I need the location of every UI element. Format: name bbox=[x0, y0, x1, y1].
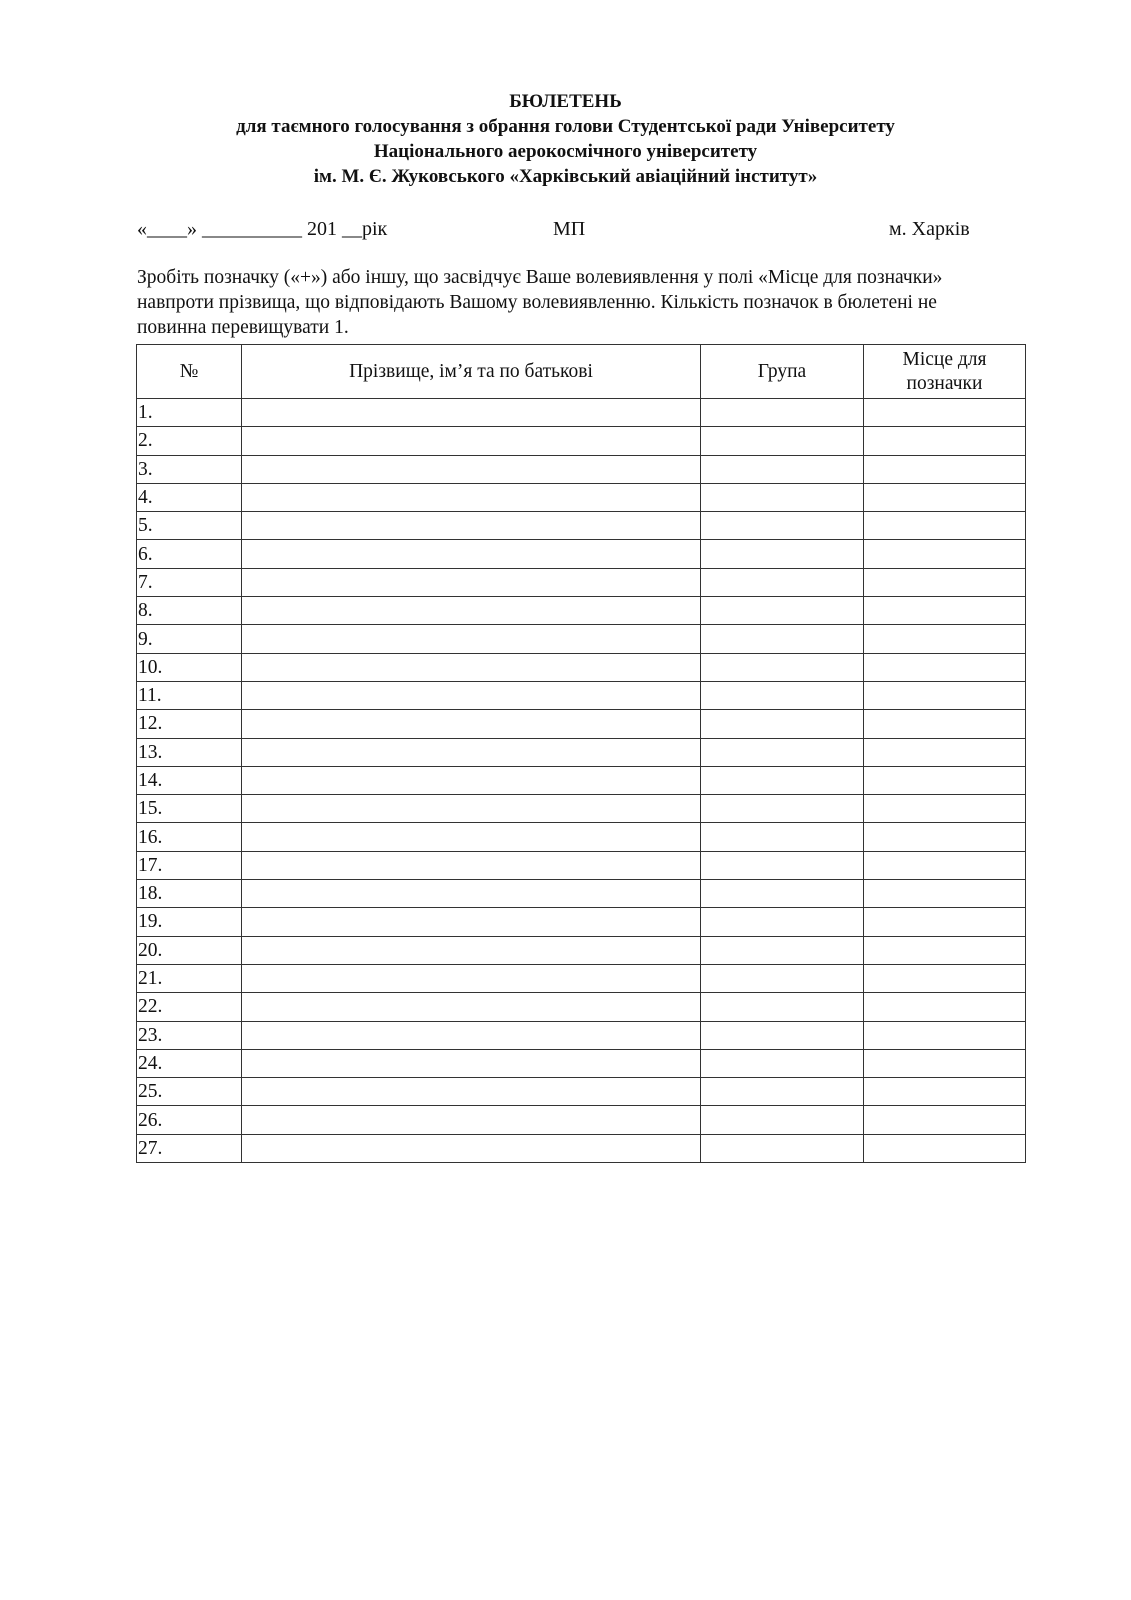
table-row bbox=[137, 1078, 1026, 1106]
table-row bbox=[137, 880, 1026, 908]
header-mark bbox=[864, 345, 1026, 399]
vote-mark-cell[interactable] bbox=[864, 681, 1026, 709]
candidate-group-cell bbox=[701, 851, 864, 879]
vote-mark-cell[interactable] bbox=[864, 936, 1026, 964]
city-label: м. Харків bbox=[889, 218, 970, 240]
candidate-group-cell bbox=[701, 427, 864, 455]
row-number: 4. bbox=[137, 483, 242, 511]
candidate-name-cell bbox=[242, 936, 701, 964]
instructions-line: навпроти прізвища, що відповідають Вашому волевиявленню. Кількість позначок в бюлетені не bbox=[137, 292, 937, 313]
candidate-group-cell bbox=[701, 766, 864, 794]
candidate-name-cell bbox=[242, 823, 701, 851]
row-number: 11. bbox=[137, 681, 242, 709]
table-row bbox=[137, 1134, 1026, 1162]
candidate-group-cell bbox=[701, 823, 864, 851]
row-number: 25. bbox=[137, 1078, 242, 1106]
candidate-name-cell bbox=[242, 710, 701, 738]
vote-mark-cell[interactable] bbox=[864, 540, 1026, 568]
candidate-group-cell bbox=[701, 625, 864, 653]
vote-mark-cell[interactable] bbox=[864, 455, 1026, 483]
table-row bbox=[137, 625, 1026, 653]
candidate-group-cell bbox=[701, 795, 864, 823]
meta-row bbox=[0, 218, 1131, 244]
candidate-name-cell bbox=[242, 795, 701, 823]
candidate-group-cell bbox=[701, 653, 864, 681]
table-row bbox=[137, 823, 1026, 851]
vote-mark-cell[interactable] bbox=[864, 710, 1026, 738]
candidate-group-cell bbox=[701, 568, 864, 596]
candidate-name-cell bbox=[242, 1078, 701, 1106]
candidate-group-cell bbox=[701, 1078, 864, 1106]
candidate-group-cell bbox=[701, 512, 864, 540]
table-row bbox=[137, 908, 1026, 936]
title-subtitle-line-2: Національного аерокосмічного університету bbox=[373, 141, 758, 162]
candidate-name-cell bbox=[242, 681, 701, 709]
table-row bbox=[137, 738, 1026, 766]
title-subtitle-line-3: ім. М. Є. Жуковського «Харківський авіаційний інститут» bbox=[313, 166, 818, 187]
row-number: 9. bbox=[137, 625, 242, 653]
table-row bbox=[137, 851, 1026, 879]
candidate-name-cell bbox=[242, 483, 701, 511]
vote-mark-cell[interactable] bbox=[864, 993, 1026, 1021]
vote-mark-cell[interactable] bbox=[864, 880, 1026, 908]
table-row bbox=[137, 568, 1026, 596]
candidate-name-cell bbox=[242, 908, 701, 936]
candidate-name-cell bbox=[242, 1049, 701, 1077]
vote-mark-cell[interactable] bbox=[864, 738, 1026, 766]
table-row bbox=[137, 1049, 1026, 1077]
candidate-name-cell bbox=[242, 1106, 701, 1134]
table-row bbox=[137, 936, 1026, 964]
table-row bbox=[137, 512, 1026, 540]
candidate-group-cell bbox=[701, 597, 864, 625]
candidate-group-cell bbox=[701, 710, 864, 738]
candidate-group-cell bbox=[701, 964, 864, 992]
vote-mark-cell[interactable] bbox=[864, 1049, 1026, 1077]
row-number: 2. bbox=[137, 427, 242, 455]
table-row bbox=[137, 1106, 1026, 1134]
vote-mark-cell[interactable] bbox=[864, 427, 1026, 455]
stamp-place: МП bbox=[553, 218, 586, 240]
row-number: 12. bbox=[137, 710, 242, 738]
candidate-name-cell bbox=[242, 540, 701, 568]
row-number: 22. bbox=[137, 993, 242, 1021]
vote-mark-cell[interactable] bbox=[864, 766, 1026, 794]
candidate-group-cell bbox=[701, 880, 864, 908]
table-row bbox=[137, 766, 1026, 794]
row-number: 16. bbox=[137, 823, 242, 851]
header-mark-line-2: позначки bbox=[906, 372, 983, 394]
candidate-name-cell bbox=[242, 653, 701, 681]
row-number: 20. bbox=[137, 936, 242, 964]
vote-mark-cell[interactable] bbox=[864, 1078, 1026, 1106]
row-number: 3. bbox=[137, 455, 242, 483]
table-row bbox=[137, 483, 1026, 511]
vote-mark-cell[interactable] bbox=[864, 568, 1026, 596]
table-row bbox=[137, 455, 1026, 483]
row-number: 10. bbox=[137, 653, 242, 681]
candidate-group-cell bbox=[701, 483, 864, 511]
row-number: 23. bbox=[137, 1021, 242, 1049]
row-number: 24. bbox=[137, 1049, 242, 1077]
table-row bbox=[137, 681, 1026, 709]
row-number: 19. bbox=[137, 908, 242, 936]
candidate-name-cell bbox=[242, 766, 701, 794]
table-row bbox=[137, 399, 1026, 427]
row-number: 26. bbox=[137, 1106, 242, 1134]
candidate-group-cell bbox=[701, 908, 864, 936]
instructions-line: повинна перевищувати 1. bbox=[137, 317, 349, 338]
row-number: 1. bbox=[137, 399, 242, 427]
row-number: 14. bbox=[137, 766, 242, 794]
date-field: «____» __________ 201 __рік bbox=[137, 218, 388, 240]
candidate-group-cell bbox=[701, 1021, 864, 1049]
candidate-name-cell bbox=[242, 880, 701, 908]
row-number: 27. bbox=[137, 1134, 242, 1162]
table-header-row bbox=[137, 345, 1026, 399]
table-row bbox=[137, 710, 1026, 738]
table-row bbox=[137, 964, 1026, 992]
candidate-name-cell bbox=[242, 455, 701, 483]
table-row bbox=[137, 427, 1026, 455]
candidate-group-cell bbox=[701, 936, 864, 964]
vote-mark-cell[interactable] bbox=[864, 1134, 1026, 1162]
vote-mark-cell[interactable] bbox=[864, 625, 1026, 653]
candidate-group-cell bbox=[701, 1134, 864, 1162]
candidate-group-cell bbox=[701, 1106, 864, 1134]
vote-mark-cell[interactable] bbox=[864, 964, 1026, 992]
row-number: 18. bbox=[137, 880, 242, 908]
candidate-name-cell bbox=[242, 993, 701, 1021]
candidate-group-cell bbox=[701, 1049, 864, 1077]
vote-mark-cell[interactable] bbox=[864, 851, 1026, 879]
vote-mark-cell[interactable] bbox=[864, 823, 1026, 851]
table-row bbox=[137, 653, 1026, 681]
row-number: 21. bbox=[137, 964, 242, 992]
table-row bbox=[137, 1021, 1026, 1049]
candidate-name-cell bbox=[242, 427, 701, 455]
row-number: 7. bbox=[137, 568, 242, 596]
candidate-group-cell bbox=[701, 738, 864, 766]
vote-mark-cell[interactable] bbox=[864, 795, 1026, 823]
row-number: 13. bbox=[137, 738, 242, 766]
vote-mark-cell[interactable] bbox=[864, 512, 1026, 540]
ballot-title bbox=[0, 89, 1131, 189]
vote-mark-cell[interactable] bbox=[864, 1106, 1026, 1134]
table-row bbox=[137, 597, 1026, 625]
candidate-group-cell bbox=[701, 540, 864, 568]
title-subtitle-line-1: для таємного голосування з обрання голови Студентської ради Університету bbox=[236, 116, 895, 137]
candidate-name-cell bbox=[242, 1021, 701, 1049]
candidate-name-cell bbox=[242, 568, 701, 596]
vote-mark-cell[interactable] bbox=[864, 597, 1026, 625]
candidate-name-cell bbox=[242, 597, 701, 625]
row-number: 5. bbox=[137, 512, 242, 540]
title-heading: БЮЛЕТЕНЬ bbox=[509, 91, 622, 112]
voting-instructions bbox=[137, 265, 1087, 340]
table-body bbox=[137, 399, 1026, 1163]
header-number: № bbox=[137, 345, 242, 399]
candidates-table bbox=[136, 344, 1026, 1163]
candidate-name-cell bbox=[242, 625, 701, 653]
vote-mark-cell[interactable] bbox=[864, 483, 1026, 511]
vote-mark-cell[interactable] bbox=[864, 1021, 1026, 1049]
candidate-group-cell bbox=[701, 399, 864, 427]
candidate-name-cell bbox=[242, 1134, 701, 1162]
candidate-name-cell bbox=[242, 851, 701, 879]
candidate-group-cell bbox=[701, 993, 864, 1021]
vote-mark-cell[interactable] bbox=[864, 653, 1026, 681]
table-row bbox=[137, 993, 1026, 1021]
row-number: 6. bbox=[137, 540, 242, 568]
instructions-line: Зробіть позначку («+») або іншу, що засвідчує Ваше волевиявлення у полі «Місце для позначки» bbox=[137, 267, 943, 288]
header-mark-line-1: Місце для bbox=[902, 348, 987, 370]
row-number: 17. bbox=[137, 851, 242, 879]
vote-mark-cell[interactable] bbox=[864, 908, 1026, 936]
candidate-name-cell bbox=[242, 964, 701, 992]
vote-mark-cell[interactable] bbox=[864, 399, 1026, 427]
row-number: 8. bbox=[137, 597, 242, 625]
candidate-name-cell bbox=[242, 738, 701, 766]
candidate-name-cell bbox=[242, 399, 701, 427]
table-row bbox=[137, 540, 1026, 568]
row-number: 15. bbox=[137, 795, 242, 823]
candidate-group-cell bbox=[701, 681, 864, 709]
candidate-name-cell bbox=[242, 512, 701, 540]
table-row bbox=[137, 795, 1026, 823]
header-group: Група bbox=[701, 345, 864, 399]
candidate-group-cell bbox=[701, 455, 864, 483]
header-name: Прізвище, ім’я та по батькові bbox=[242, 345, 701, 399]
